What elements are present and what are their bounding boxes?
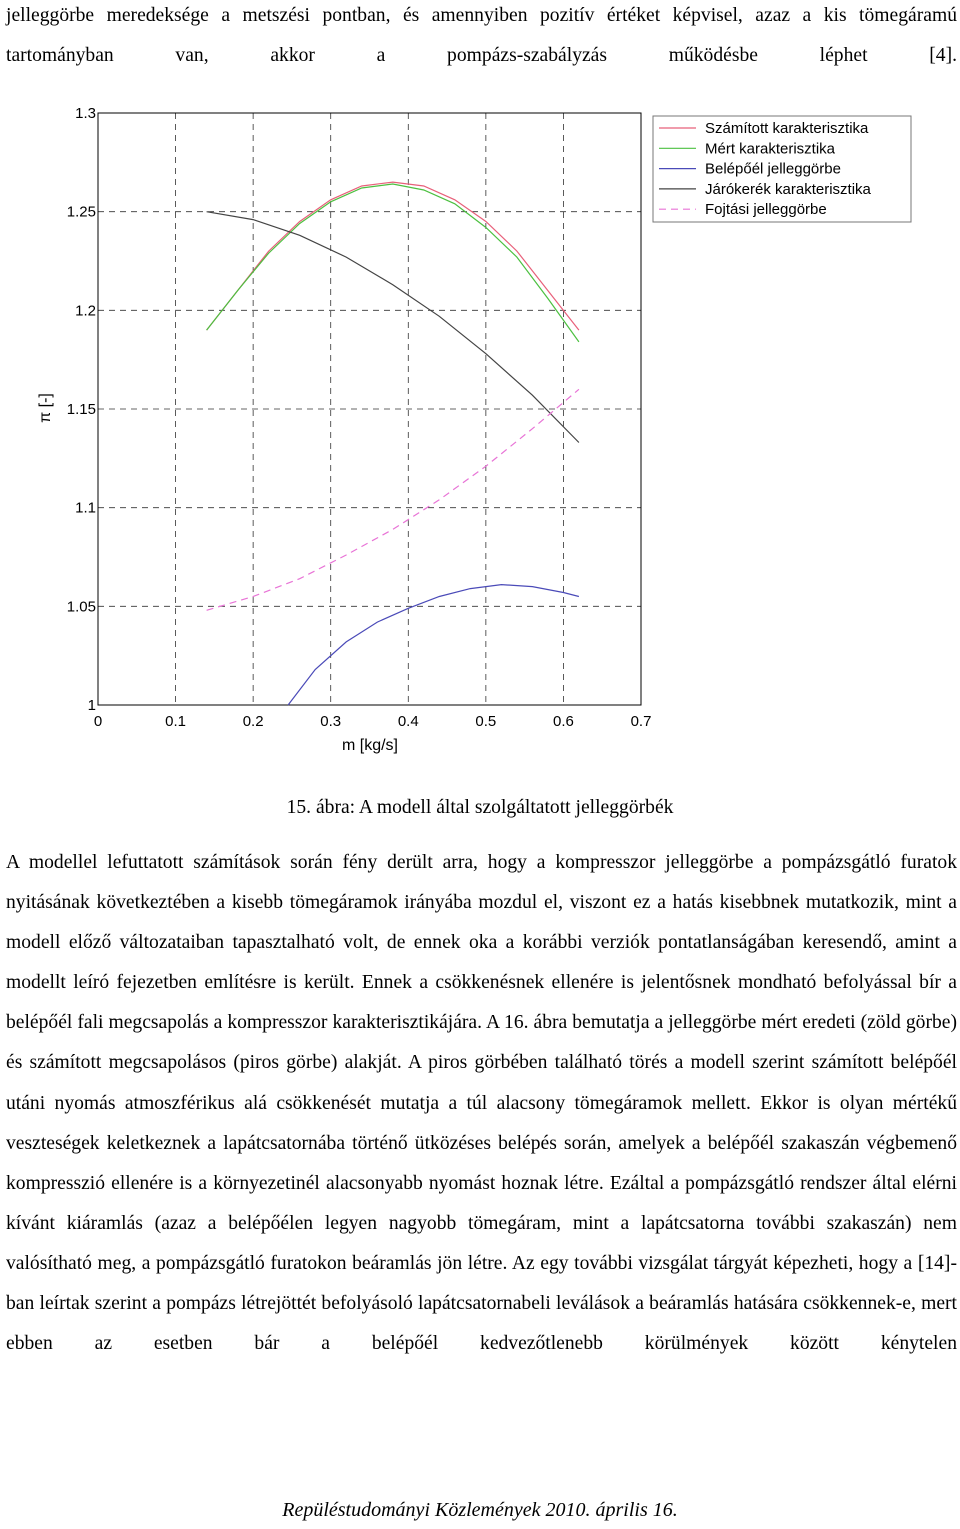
legend-label: Mért karakterisztika — [705, 140, 836, 158]
legend-label: Belépőél jelleggörbe — [705, 160, 841, 178]
x-tick-label: 0 — [93, 713, 103, 730]
chart-legend — [653, 116, 911, 222]
chart-grid — [98, 113, 641, 705]
y-tick-label: 1.15 — [66, 401, 96, 418]
legend-label: Fojtási jelleggörbe — [705, 201, 827, 219]
x-tick-label: 0.4 — [397, 713, 419, 730]
body-paragraph: A modellel lefuttatott számítások során fény derült arra, hogy a kompresszor jelleggörbe a pompázsgátló furatok nyitásának következtében a kisebb tömegáramok irányába mozdul el, viszont ez a hatás kisebbnek mutatkozik, mint a modell előző változataiban tapasztalható volt, de ennek oka a korábbi verziók pontatlanságában keresendő, amint a modellt leíró fejezetben említésre is került. Ennek a csökkenésnek ellenére is jelentősnek mondható befolyással bír a belépőél fali megcsapolás a kompresszor karakterisztikájára. A 16. ábra bemutatja a jelleggörbe mért eredeti (zöld görbe) és számított megcsapolásos (piros görbe) alakját. A piros görbében található törés a modell szerint számított belépőél utáni nyomás atmoszférikus alá csökkenését mutatja a túl alacsony tömegáramok mellett. Ekkor is olyan mértékű veszteségek keletkeznek a lapátcsatornába történő ütközéses belépés során, amelyek a belépőél szakaszán végbemenő kompresszió ellenére is a környezetinél alacsonyabb nyomást hoznak létre. Ezáltal a pompázsgátló rendszer által elérni kívánt kiáramlás (azaz a belépőélen legyen nagyobb tömegáram, mint a lapátcsatorna további szakaszán) nem valósítható meg, a pompázsgátló furatokon beáramlás jön létre. Az egy további vizsgálat tárgyát képezheti, hogy a [14]-ban leírtak szerint a pompázs létrejöttét befolyásoló lapátcsatornabeli leválások a beáramlás hatására csökkennek-e, mert ebben az esetben bár a belépőél kedvezőtlenebb körülmények között kénytelen — [6, 852, 957, 1355]
characteristic-chart — [30, 96, 930, 766]
series-line — [288, 585, 579, 705]
y-tick-label: 1.05 — [66, 598, 96, 616]
y-axis-label: π [-] — [37, 393, 54, 423]
x-tick-label: 0.1 — [165, 713, 187, 730]
chart-series — [207, 182, 579, 705]
series-line — [207, 212, 579, 443]
page-footer: Repüléstudományi Közlemények 2010. április 16. — [282, 1499, 678, 1521]
x-tick-label: 0.7 — [630, 713, 652, 730]
series-line — [207, 184, 579, 342]
intro-paragraph: jelleggörbe meredeksége a metszési pontban, és amennyiben pozitív értéket képvisel, azaz a kis tömegáramú tartományban van, akkor a pompázs-szabályzás működésbe léphet [4]. — [6, 5, 957, 66]
chart-ticks — [67, 105, 652, 730]
x-axis-label: m [kg/s] — [341, 737, 399, 754]
legend-label: Járókerék karakterisztika — [705, 180, 871, 198]
y-tick-label: 1.1 — [75, 499, 96, 517]
legend-label: Számított karakterisztika — [705, 120, 869, 137]
y-tick-label: 1.3 — [75, 105, 96, 122]
x-tick-label: 0.6 — [552, 713, 574, 730]
y-tick-label: 1.2 — [75, 302, 96, 320]
series-line — [207, 182, 579, 330]
y-tick-label: 1 — [87, 697, 96, 714]
figure-caption: 15. ábra: A modell által szolgáltatott jelleggörbék — [286, 797, 674, 818]
x-tick-label: 0.3 — [320, 713, 342, 730]
x-tick-label: 0.5 — [475, 713, 497, 730]
x-tick-label: 0.2 — [242, 713, 264, 730]
y-tick-label: 1.25 — [66, 203, 96, 221]
series-line — [207, 389, 579, 610]
